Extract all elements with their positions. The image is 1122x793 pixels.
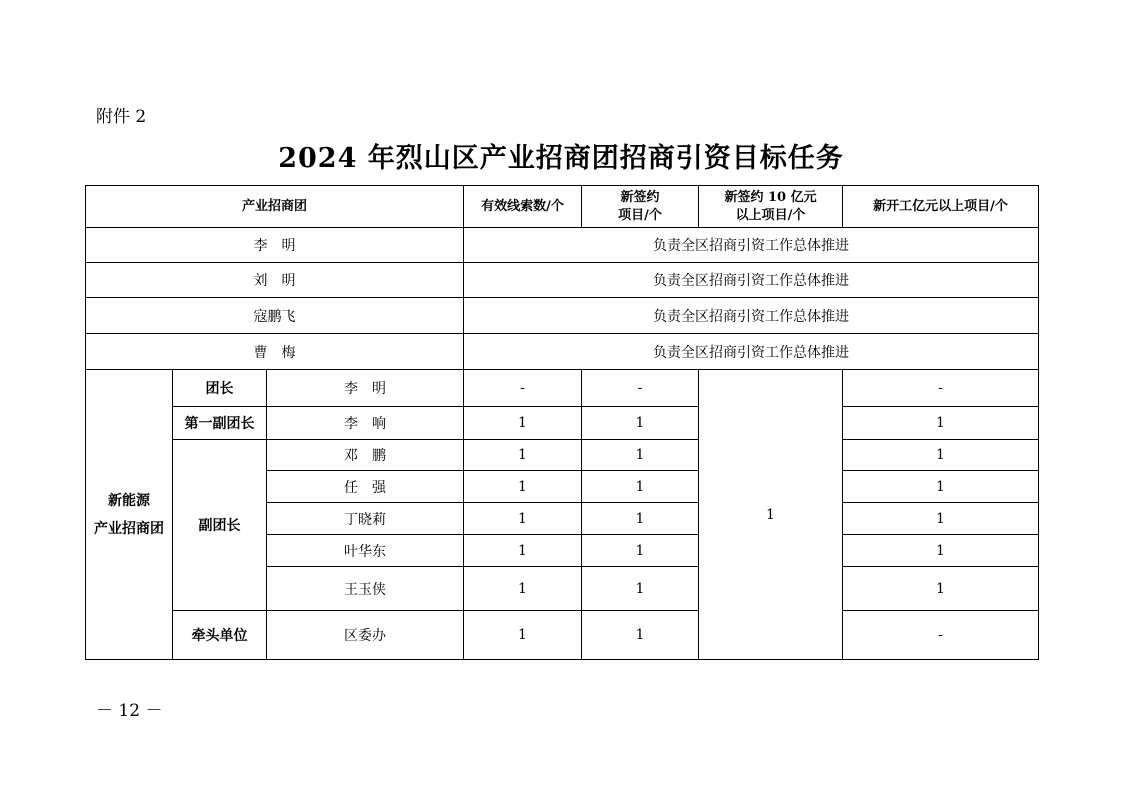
- header-started: 新开工亿元以上项目/个: [843, 186, 1039, 228]
- header-signed-line2: 项目/个: [618, 207, 662, 223]
- leader-duty: 负责全区招商引资工作总体推进: [464, 334, 1039, 370]
- leader-row: [86, 263, 1039, 298]
- group-name-line2: 产业招商团: [94, 520, 164, 537]
- leader-row: [86, 334, 1039, 370]
- header-signed-10b: [699, 186, 843, 228]
- header-signed: [582, 186, 699, 228]
- leader-row: [86, 298, 1039, 334]
- role-first-deputy: 第一副团长: [173, 407, 267, 440]
- member-signed: 1: [582, 407, 699, 440]
- member-leads: 1: [464, 611, 582, 660]
- member-name: 任 强: [267, 471, 464, 503]
- group-name: [86, 370, 173, 660]
- member-signed: 1: [582, 471, 699, 503]
- target-table: [85, 185, 1039, 660]
- header-row: [86, 186, 1039, 228]
- member-row: [86, 407, 1039, 440]
- member-signed: 1: [582, 503, 699, 535]
- header-leads: 有效线索数/个: [464, 186, 582, 228]
- member-signed: 1: [582, 611, 699, 660]
- member-leads: 1: [464, 503, 582, 535]
- member-leads: 1: [464, 535, 582, 567]
- member-row: [86, 440, 1039, 471]
- signed-10b-total: 1: [699, 370, 843, 660]
- header-signed10-line2: 以上项目/个: [735, 207, 806, 223]
- leader-row: [86, 228, 1039, 263]
- group-name-line1: 新能源: [108, 492, 150, 509]
- member-leads: -: [464, 370, 582, 407]
- member-started: 1: [843, 407, 1039, 440]
- member-name: 邓 鹏: [267, 440, 464, 471]
- leader-duty: 负责全区招商引资工作总体推进: [464, 298, 1039, 334]
- member-row: [86, 370, 1039, 407]
- member-name: 李 明: [267, 370, 464, 407]
- header-group: 产业招商团: [86, 186, 464, 228]
- leader-name: 曹 梅: [86, 334, 464, 370]
- member-leads: 1: [464, 567, 582, 611]
- header-signed10-line1: 新签约 10 亿元: [724, 189, 817, 205]
- role-lead-unit: 牵头单位: [173, 611, 267, 660]
- member-leads: 1: [464, 407, 582, 440]
- member-started: 1: [843, 440, 1039, 471]
- leader-name: 寇鹏飞: [86, 298, 464, 334]
- member-name: 李 响: [267, 407, 464, 440]
- leader-duty: 负责全区招商引资工作总体推进: [464, 228, 1039, 263]
- member-started: -: [843, 370, 1039, 407]
- member-started: 1: [843, 503, 1039, 535]
- member-signed: -: [582, 370, 699, 407]
- attachment-label: 附件 2: [96, 107, 147, 127]
- member-leads: 1: [464, 440, 582, 471]
- member-signed: 1: [582, 535, 699, 567]
- member-leads: 1: [464, 471, 582, 503]
- member-name: 王玉侠: [267, 567, 464, 611]
- member-started: -: [843, 611, 1039, 660]
- member-name: 叶华东: [267, 535, 464, 567]
- document-title: 2024 年烈山区产业招商团招商引资目标任务: [278, 143, 844, 174]
- member-started: 1: [843, 567, 1039, 611]
- member-name: 区委办: [267, 611, 464, 660]
- header-signed-line1: 新签约: [620, 189, 660, 205]
- role-head: 团长: [173, 370, 267, 407]
- member-signed: 1: [582, 440, 699, 471]
- member-name: 丁晓莉: [267, 503, 464, 535]
- leader-duty: 负责全区招商引资工作总体推进: [464, 263, 1039, 298]
- role-deputy: 副团长: [173, 440, 267, 611]
- leader-name: 李 明: [86, 228, 464, 263]
- member-started: 1: [843, 535, 1039, 567]
- member-signed: 1: [582, 567, 699, 611]
- member-started: 1: [843, 471, 1039, 503]
- member-row: [86, 611, 1039, 660]
- leader-name: 刘 明: [86, 263, 464, 298]
- page-number: － 12 －: [96, 701, 163, 721]
